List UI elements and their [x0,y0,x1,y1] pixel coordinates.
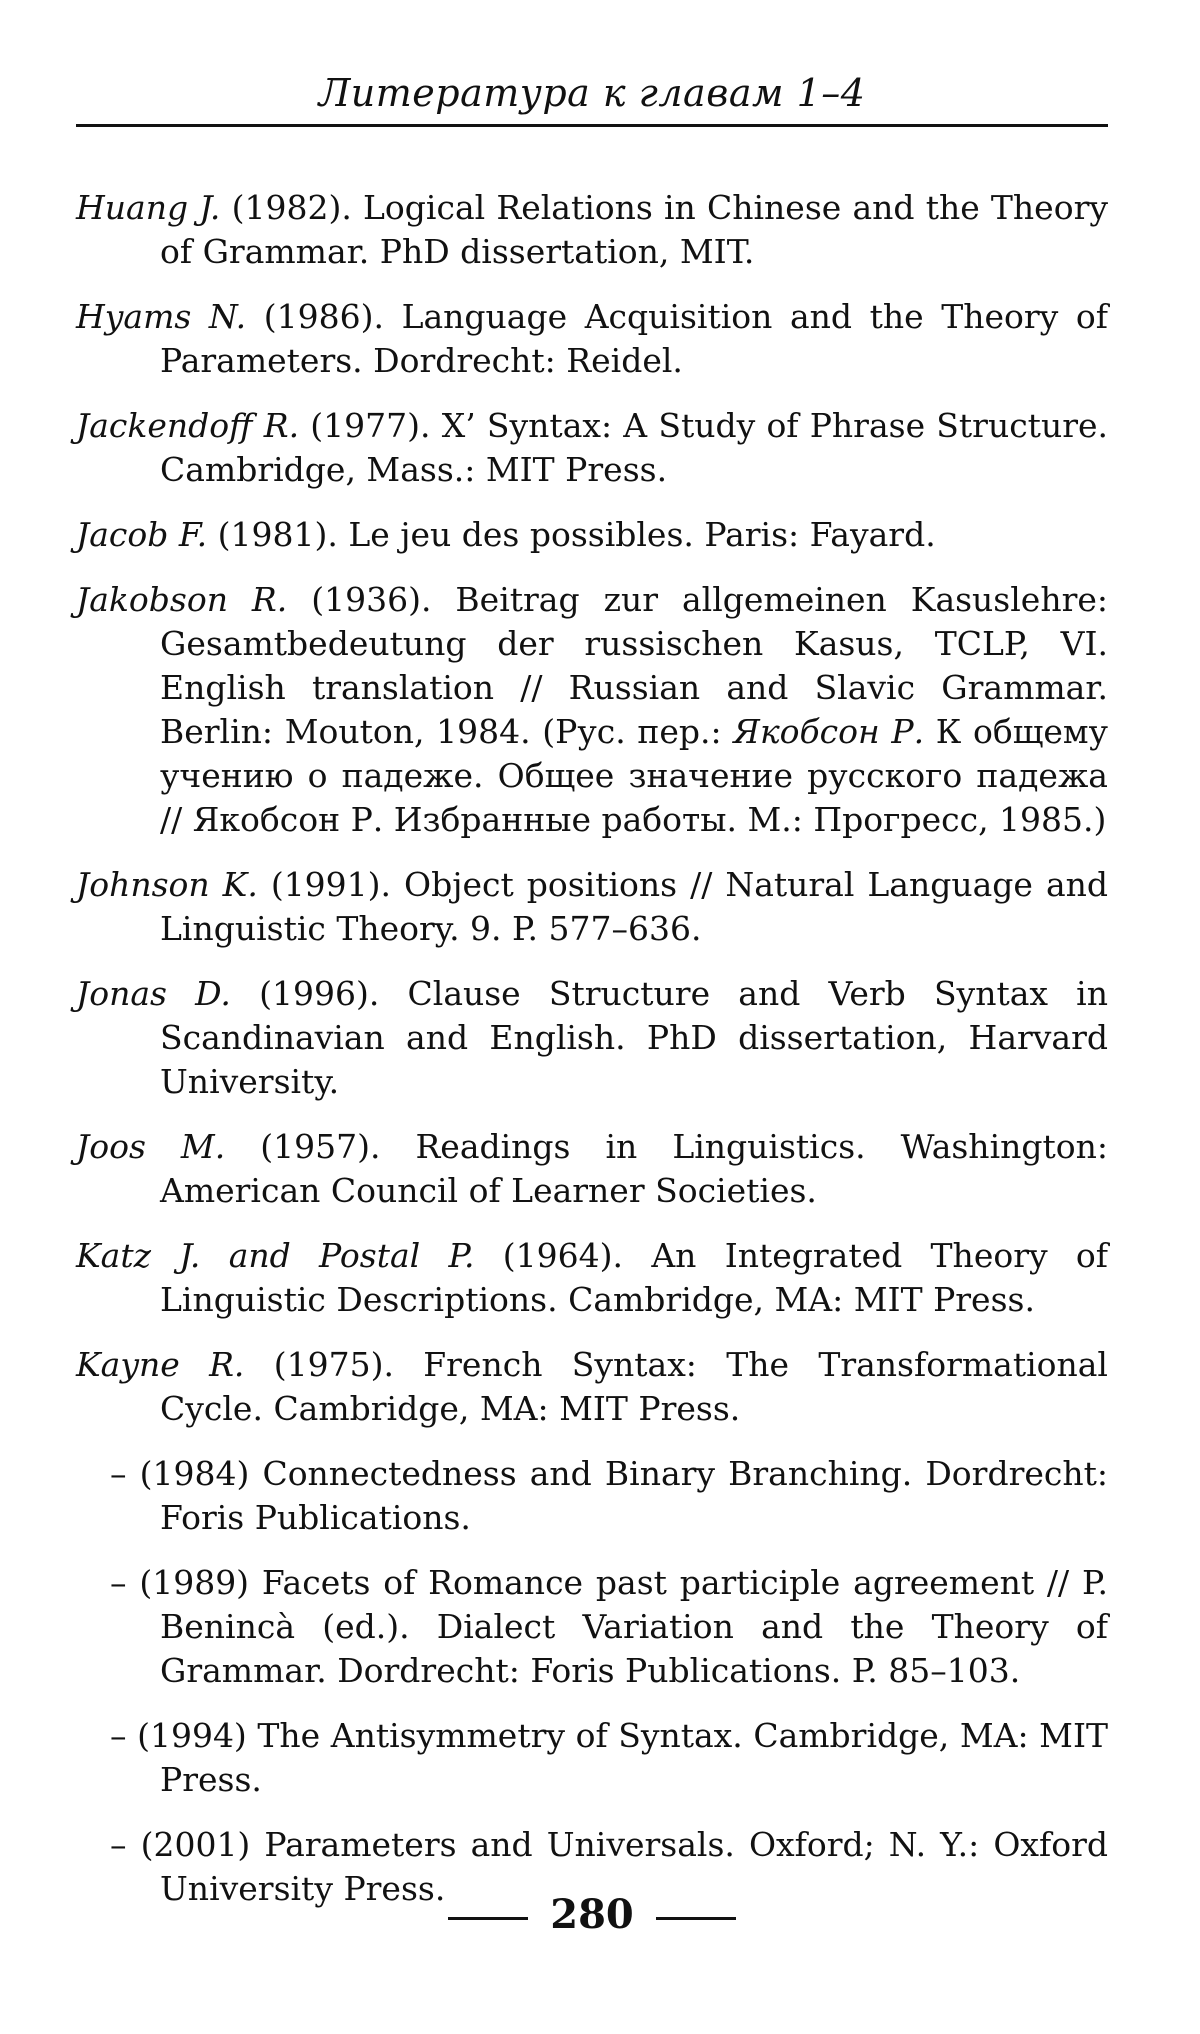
running-head: Литература к главам 1–4 [318,71,866,115]
reference-author: Johnson K. [76,865,258,904]
reference-text: (1984) Connectedness and Binary Branching. Dordrecht: Foris Publications. [139,1454,1108,1537]
reference-author: Hyams N. [76,297,247,336]
reference-translation-text: К общему учению о падеже. Общее значение русского падежа // Якобсон Р. Избранные работы. М.: Прогресс, 1985.) [160,712,1108,839]
reference-entry [76,1125,1108,1213]
reference-text: (1975). French Syntax: The Transformational Cycle. Cambridge, MA: MIT Press. [160,1345,1108,1428]
reference-author: Jonas D. [76,974,231,1013]
reference-entry [76,295,1108,383]
reference-text: (1989) Facets of Romance past participle agreement // P. Benincà (ed.). Dialect Variation and the Theory of Grammar. Dordrecht: Foris Publications. P. 85–103. [139,1563,1108,1690]
reference-text: (1991). Object positions // Natural Language and Linguistic Theory. 9. P. 577–636. [160,865,1108,948]
reference-dash: – [110,1716,138,1755]
reference-author: Jacob F. [76,515,208,554]
reference-author: Kayne R. [76,1345,245,1384]
reference-entry [76,578,1108,842]
reference-entry [76,863,1108,951]
reference-author: Jakobson R. [76,580,288,619]
reference-list [76,186,1108,1932]
reference-text: (1994) The Antisymmetry of Syntax. Cambridge, MA: MIT Press. [137,1716,1108,1799]
reference-text: (1964). An Integrated Theory of Linguistic Descriptions. Cambridge, MA: MIT Press. [160,1236,1109,1319]
reference-entry [76,186,1108,274]
reference-continuation-entry [76,1452,1108,1540]
reference-entry [76,972,1108,1104]
reference-continuation-entry [76,1714,1108,1802]
reference-dash: – [110,1454,140,1493]
reference-text: (2001) Parameters and Universals. Oxford; N. Y.: Oxford University Press. [140,1825,1108,1908]
reference-text: (1977). X’ Syntax: A Study of Phrase Structure. Cambridge, Mass.: MIT Press. [160,406,1108,489]
reference-author: Huang J. [76,188,221,227]
page-footer [76,1890,1108,1940]
reference-translation-author: Якобсон Р. [733,712,925,751]
reference-author: Katz J. and Postal P. [76,1236,475,1275]
reference-author: Jackendoff R. [76,406,300,445]
reference-text: (1957). Readings in Linguistics. Washington: American Council of Learner Societies. [160,1127,1108,1210]
folio-left-rule [448,1917,528,1920]
reference-continuation-entry [76,1561,1108,1693]
header-rule [76,124,1108,127]
reference-author: Joos M. [76,1127,226,1166]
reference-dash: – [110,1825,141,1864]
reference-entry [76,513,1108,557]
reference-text: (1996). Clause Structure and Verb Syntax in Scandinavian and English. PhD dissertation, Harvard University. [160,974,1108,1101]
page-number: 280 [550,1891,634,1938]
reference-entry [76,1234,1108,1322]
reference-dash: – [110,1563,140,1602]
reference-entry [76,1343,1108,1431]
reference-text: (1982). Logical Relations in Chinese and the Theory of Grammar. PhD dissertation, MIT. [160,188,1108,271]
reference-entry [76,404,1108,492]
reference-text: (1981). Le jeu des possibles. Paris: Fayard. [207,515,936,554]
reference-text: (1986). Language Acquisition and the Theory of Parameters. Dordrecht: Reidel. [160,297,1108,380]
folio-right-rule [656,1917,736,1920]
book-page [76,0,1108,2034]
reference-text: (1936). Beitrag zur allgemeinen Kasuslehre: Gesamtbedeutung der russischen Kasus, TCLP, VI. English translation // Russian and Slavic Grammar. Berlin: Mouton, 1984. (Рус. пер.: [160,580,1108,751]
